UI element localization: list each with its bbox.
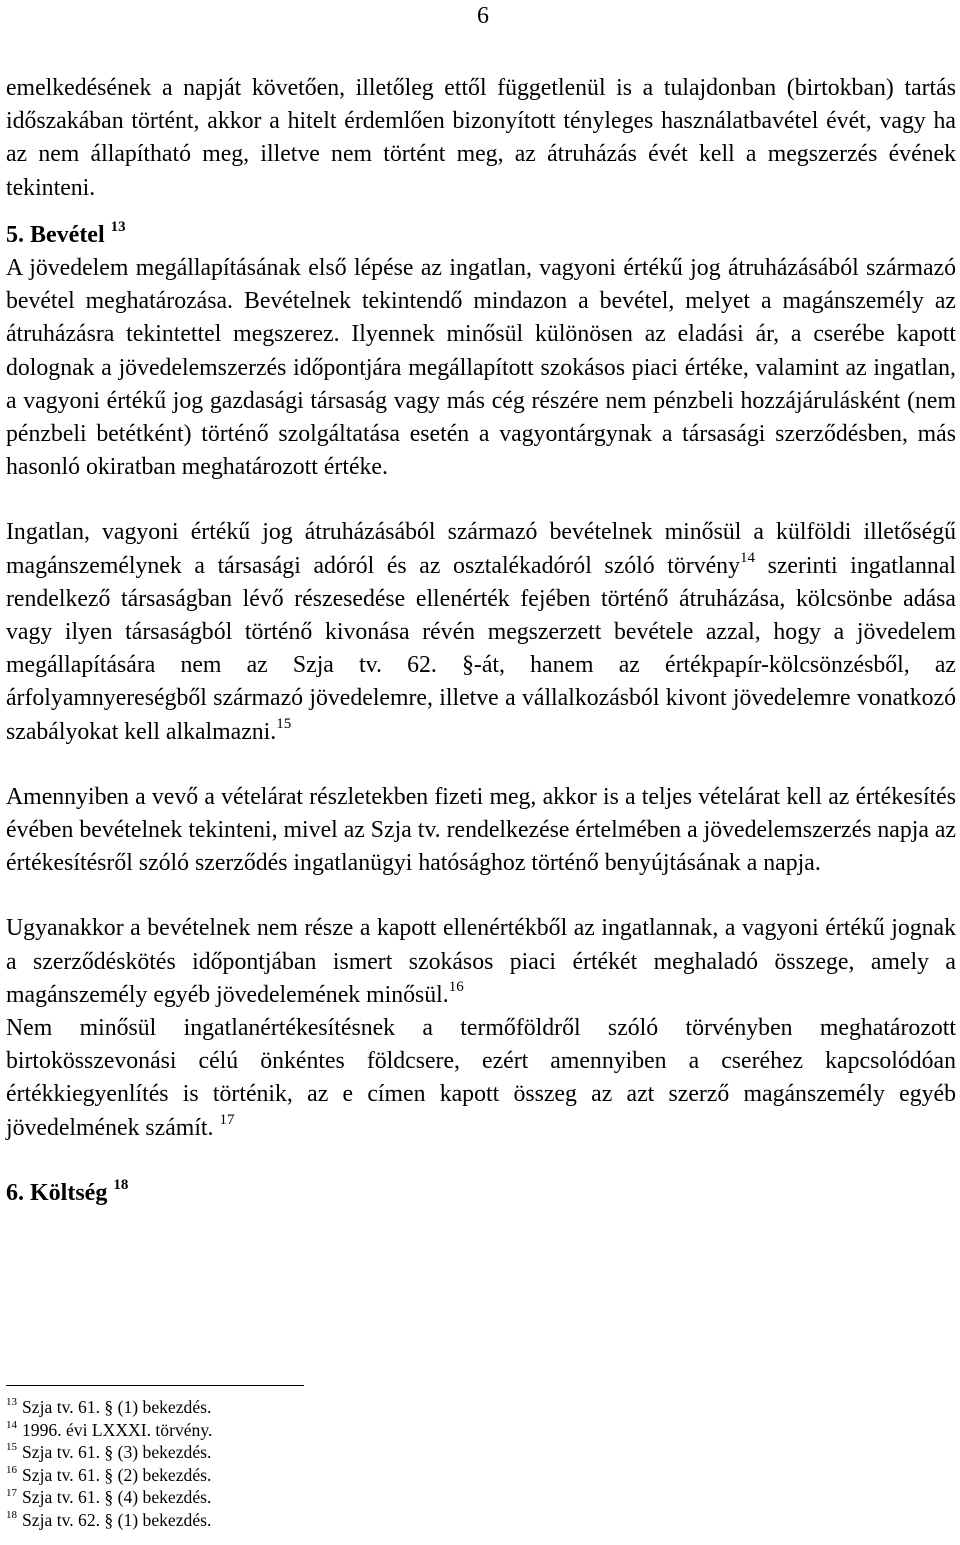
section-heading-koltseg (6, 1177, 956, 1210)
footnote-text: Szja tv. 61. § (2) bekezdés. (22, 1464, 212, 1485)
paragraph-kulfoldi (6, 516, 956, 748)
section-heading-text: 5. Bevétel (6, 221, 105, 248)
paragraph-foldcsere (6, 1012, 956, 1145)
footnote-item (6, 1486, 506, 1509)
footnote-ref: 14 (739, 549, 755, 566)
footnote-text: 1996. évi LXXXI. törvény. (22, 1419, 213, 1440)
footnote-text: Szja tv. 61. § (4) bekezdés. (22, 1487, 212, 1508)
footnote-item (6, 1441, 506, 1464)
footnote-item (6, 1464, 506, 1487)
body-text (6, 72, 956, 1210)
paragraph-text: Ugyanakkor a bevételnek nem része a kapott ellenértékből az ingatlannak, a vagyoni értékű jognak a szerződéskötés időpontjában ismert szokásos piaci értékét meghaladó összege, amely a magánszemély egyéb jövedelemének minősül. (6, 915, 956, 1008)
footnote-item (6, 1509, 506, 1532)
footnote-number: 18 (6, 1509, 17, 1522)
footnote-ref: 13 (110, 218, 126, 235)
paragraph-text: Ingatlan, vagyoni értékű jog átruházásából származó bevételnek minősül a külföldi illetőségű magánszemélynek a társasági adóról és az osztalékadóról szóló törvény (6, 519, 956, 579)
section-heading-bevetel (6, 219, 956, 252)
footnote-text: Szja tv. 61. § (3) bekezdés. (22, 1442, 212, 1463)
footnote-number: 17 (6, 1486, 17, 1499)
footnote-ref: 16 (448, 978, 464, 995)
footnote-number: 14 (6, 1418, 17, 1431)
footnote-number: 15 (6, 1441, 17, 1454)
paragraph-text: Nem minősül ingatlanértékesítésnek a termőföldről szóló törvényben meghatározott birtokösszevonási célú önkéntes földcsere, ezért amennyiben a cseréhez kapcsolódóan értékkiegyenlítés is történik, az e címen kapott összeg az azt szerző magánszemély egyéb jövedelmének számít. (6, 1015, 956, 1141)
footnote-text: Szja tv. 62. § (1) bekezdés. (22, 1509, 212, 1530)
paragraph-continuation: emelkedésének a napját követően, illetőleg ettől függetlenül is a tulajdonban (birtokban) tartás időszakában történt, akkor a hitelt érdemlően bizonyított tényleges használatbavétel évét, vagy ha az nem állapítható meg, illetve nem történt meg, az átruházás évét kell a megszerzés évének tekinteni. (6, 75, 956, 201)
footnote-text: Szja tv. 61. § (1) bekezdés. (22, 1397, 212, 1417)
footnote-number: 13 (6, 1396, 17, 1409)
footnote-ref: 17 (219, 1111, 235, 1128)
footnotes (6, 1396, 506, 1532)
paragraph-bevetel: A jövedelem megállapításának első lépése az ingatlan, vagyoni értékű jog átruházásából származó bevétel meghatározása. Bevételnek tekintendő mindazon a bevétel, melyet a magánszemély az átruházásra tekintettel megszerez. Ilyennek minősül különösen az eladási ár, a cserébe kapott dolognak a jövedelemszerzés időpontjára megállapított szokásos piaci értéke, valamint az ingatlan, a vagyoni értékű jog gazdasági társaság vagy más cég részére nem pénzbeli hozzájárulásként (nem pénzbeli betétként) történő szolgáltatása esetén a vagyontárgynak a társasági szerződésben, más hasonló okiratban meghatározott értéke. (6, 255, 956, 481)
page-number: 6 (477, 3, 489, 29)
paragraph-text: szerinti ingatlannal rendelkező társaságban lévő részesedése ellenérték fejében történő átruházása, kölcsönbe adása vagy ilyen társaságból történő kivonása révén megszerzett bevétele azzal, hogy a jövedelem megállapítására nem az Szja tv. 62. §-át, hanem az értékpapír-kölcsönzésből, az árfolyamnyereségből származó jövedelemre, illetve a vállalkozásból kivont jövedelemre vonatkozó szabályokat kell alkalmazni. (6, 552, 956, 745)
footnote-number: 16 (6, 1463, 17, 1476)
section-heading-text: 6. Költség (6, 1179, 108, 1206)
paragraph-reszletek: Amennyiben a vevő a vételárat részletekben fizeti meg, akkor is a teljes vételárat kell az értékesítés évében bevételnek tekinteni, mivel az Szja tv. rendelkezése értelmében a jövedelemszerzés napja az értékesítésről szóló szerződés ingatlanügyi hatósághoz történő benyújtásának a napja. (6, 783, 956, 877)
footnote-ref: 15 (276, 715, 292, 732)
paragraph-ugyanakkor (6, 912, 956, 1012)
footnote-separator (6, 1385, 304, 1386)
footnote-ref: 18 (113, 1176, 129, 1193)
footnote-item (6, 1396, 506, 1419)
footnote-item (6, 1419, 506, 1442)
